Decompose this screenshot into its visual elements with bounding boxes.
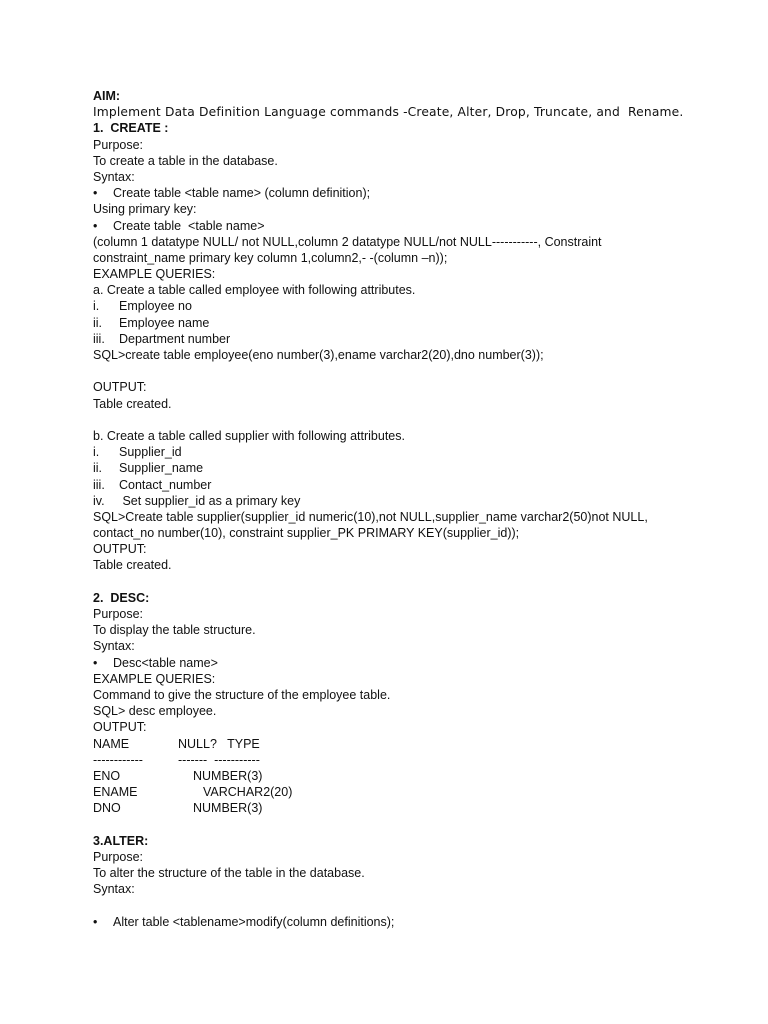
- bullet-icon: •: [93, 655, 98, 670]
- create-syntax-text: Create table <table name> (column definition);: [113, 186, 371, 201]
- desc-command: Command to give the structure of the employee table.: [93, 687, 391, 702]
- spacer: [93, 363, 733, 379]
- bullet-icon: •: [93, 218, 98, 233]
- table-row: ENO NUMBER(3): [93, 768, 263, 783]
- desc-examples-label: EXAMPLE QUERIES:: [93, 671, 216, 686]
- create-pk-text: Create table <table name>: [113, 218, 265, 233]
- aim-heading: AIM:: [93, 89, 121, 103]
- example-b-output: Table created.: [93, 558, 172, 573]
- create-syntax-item: [93, 185, 733, 201]
- desc-sql: SQL> desc employee.: [93, 704, 217, 719]
- desc-table-header: NAME NULL? TYPE: [93, 736, 260, 751]
- alter-purpose-label: Purpose:: [93, 849, 144, 864]
- desc-table-divider: ------------ ------- -----------: [93, 752, 260, 767]
- desc-output-label: OUTPUT:: [93, 720, 147, 735]
- create-pk-line-2: constraint_name primary key column 1,column2,- -(column –n));: [93, 250, 448, 265]
- alter-heading: 3.ALTER:: [93, 833, 149, 848]
- list-item: ii. Employee name: [93, 315, 210, 330]
- desc-heading: 2. DESC:: [93, 590, 150, 605]
- table-row: ENAME VARCHAR2(20): [93, 785, 293, 800]
- create-pk-line-1: (column 1 datatype NULL/ not NULL,column 2 datatype NULL/not NULL-----------, Constraint: [93, 234, 602, 249]
- create-pk-item: [93, 218, 733, 234]
- list-item: iii. Department number: [93, 331, 231, 346]
- spacer: [93, 412, 733, 428]
- create-syntax-label: Syntax:: [93, 169, 135, 184]
- bullet-icon: •: [93, 914, 98, 929]
- alter-syntax-text: Alter table <tablename>modify(column definitions);: [113, 914, 395, 929]
- list-item: i. Employee no: [93, 299, 192, 314]
- create-examples-label: EXAMPLE QUERIES:: [93, 267, 216, 282]
- example-b-sql-1: SQL>Create table supplier(supplier_id numeric(10),not NULL,supplier_name varchar2(50)not NULL,: [93, 509, 648, 524]
- create-purpose-label: Purpose:: [93, 137, 144, 152]
- desc-syntax-item: [93, 655, 733, 671]
- spacer: [93, 574, 733, 590]
- example-a-title: a. Create a table called employee with following attributes.: [93, 283, 416, 298]
- list-item: iv. Set supplier_id as a primary key: [93, 493, 301, 508]
- desc-syntax-label: Syntax:: [93, 639, 135, 654]
- desc-syntax-text: Desc<table name>: [113, 655, 218, 670]
- create-heading: 1. CREATE :: [93, 121, 169, 136]
- list-item: i. Supplier_id: [93, 445, 182, 460]
- spacer: [93, 816, 733, 832]
- document-page: [93, 88, 733, 930]
- example-a-sql: SQL>create table employee(eno number(3),ename varchar2(20),dno number(3));: [93, 348, 544, 362]
- bullet-icon: •: [93, 186, 98, 201]
- alter-syntax-item: [93, 914, 733, 930]
- list-item: ii. Supplier_name: [93, 461, 204, 476]
- alter-purpose: To alter the structure of the table in the database.: [93, 866, 365, 880]
- spacer: [93, 897, 733, 913]
- desc-purpose-label: Purpose:: [93, 607, 144, 621]
- example-a-output: Table created.: [93, 396, 172, 411]
- example-a-output-label: OUTPUT:: [93, 380, 147, 395]
- create-purpose: To create a table in the database.: [93, 153, 278, 168]
- table-row: DNO NUMBER(3): [93, 801, 263, 816]
- example-b-title: b. Create a table called supplier with following attributes.: [93, 428, 405, 443]
- alter-syntax-label: Syntax:: [93, 882, 135, 897]
- aim-text: Implement Data Definition Language commands -Create, Alter, Drop, Truncate, and Rename.: [93, 105, 684, 120]
- desc-purpose: To display the table structure.: [93, 623, 256, 638]
- example-b-output-label: OUTPUT:: [93, 542, 147, 557]
- list-item: iii. Contact_number: [93, 477, 212, 492]
- create-pk-label: Using primary key:: [93, 202, 197, 217]
- example-b-sql-2: contact_no number(10), constraint supplier_PK PRIMARY KEY(supplier_id));: [93, 526, 520, 541]
